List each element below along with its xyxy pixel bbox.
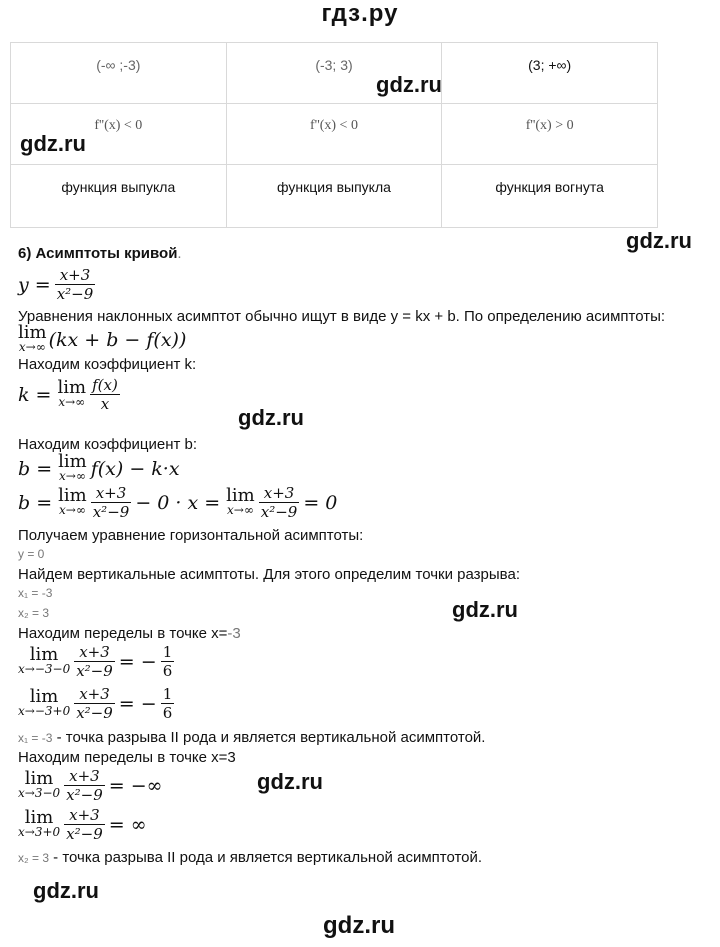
fraction: [259, 484, 300, 521]
paragraph: Найдем вертикальные асимптоты. Для этого определим точки разрыва:: [18, 566, 520, 583]
lim-word: lim: [18, 322, 47, 343]
result: = −∞: [108, 774, 163, 797]
denominator: x²−9: [92, 503, 130, 521]
limit-left-minus3: [18, 643, 174, 680]
limit-right-3: [18, 806, 147, 843]
paragraph: [18, 625, 241, 642]
limit: [18, 685, 71, 718]
denominator: x²−9: [260, 503, 298, 521]
formula-lhs: y =: [18, 273, 51, 296]
lim-subscript: x→3−0: [18, 785, 61, 800]
interval-label: (-3; 3): [315, 57, 353, 73]
fraction: [74, 643, 115, 680]
expression: = 0: [303, 491, 338, 514]
expression: f(x) − k·x: [90, 458, 180, 480]
numerator: x+3: [74, 685, 115, 704]
watermark: gdz.ru: [376, 72, 442, 97]
fraction: [161, 685, 175, 722]
numerator: 1: [162, 685, 173, 703]
conclusion-label: функция выпукла: [61, 179, 176, 195]
formula-lhs: b =: [18, 458, 53, 480]
paragraph: Уравнения наклонных асимптот обычно ищут в виде y = kx + b. По определению асимптоты:: [18, 308, 666, 325]
table-cell: [11, 43, 227, 104]
result: = −: [118, 650, 157, 673]
denominator: x²−9: [76, 704, 113, 722]
watermark: gdz.ru: [238, 405, 304, 430]
numerator: 1: [162, 643, 173, 661]
table-cell: [442, 43, 658, 104]
lim-subscript: x→∞: [59, 502, 86, 517]
b-computation: [18, 484, 337, 521]
second-derivative-sign: f''(x) < 0: [310, 118, 358, 133]
numerator: x+3: [64, 806, 105, 825]
watermark: gdz.ru: [323, 912, 395, 939]
numerator: f(x): [92, 376, 118, 394]
table-cell: [11, 165, 227, 228]
numerator: x+3: [259, 484, 300, 503]
point-value: -3: [227, 625, 241, 642]
fraction: [55, 266, 96, 303]
horizontal-asymptote-eq: y = 0: [18, 547, 45, 561]
second-derivative-sign: f''(x) > 0: [525, 118, 574, 133]
limit-text: Находим переделы в точке x=: [18, 625, 228, 642]
formula-lhs: b =: [18, 491, 53, 514]
numerator: x+3: [74, 643, 115, 662]
section-heading-text: 6) Асимптоты кривой: [18, 245, 178, 262]
denominator: x²−9: [66, 786, 103, 804]
denominator: x: [100, 395, 110, 413]
lim-subscript: x→∞: [18, 340, 46, 354]
lim-word: lim: [58, 484, 87, 506]
table-cell: [226, 104, 442, 165]
lim-subscript: x→3+0: [18, 824, 61, 839]
limit-right-minus3: [18, 685, 174, 722]
result: = ∞: [108, 813, 147, 836]
fraction: [90, 376, 120, 413]
table-cell: [442, 104, 658, 165]
limit: [226, 484, 255, 517]
asymptote-definition: [18, 322, 187, 354]
fraction: [91, 484, 132, 521]
paragraph: Находим переделы в точке x=3: [18, 749, 236, 766]
limit: [18, 767, 61, 800]
limit: [18, 806, 61, 839]
conclusion-text: - точка разрыва II рода и является вертикальной асимптотой.: [49, 849, 483, 866]
paragraph: Находим коэффициент b:: [18, 436, 198, 453]
lim-word: lim: [29, 643, 59, 665]
watermark: gdz.ru: [452, 597, 518, 622]
watermark: gdz.ru: [626, 228, 692, 253]
fraction: [64, 806, 105, 843]
break-point-x1: x₁ = -3: [18, 586, 53, 600]
limit: [58, 484, 87, 517]
conclusion-label: функция выпукла: [277, 179, 391, 195]
conclusion-point: x₁ = -3: [18, 731, 53, 745]
numerator: x+3: [64, 767, 105, 786]
lim-word: lim: [24, 806, 54, 828]
denominator: x²−9: [66, 825, 103, 843]
function-formula: [18, 266, 95, 303]
formula-lhs: k =: [18, 383, 52, 406]
conclusion-point: x₂ = 3: [18, 851, 50, 865]
conclusion-label: функция вогнута: [495, 179, 604, 195]
convexity-table: [10, 42, 658, 228]
limit: [57, 376, 87, 409]
limit: [18, 322, 47, 354]
conclusion-x2: [18, 849, 482, 866]
limit: [58, 451, 87, 483]
interval-label: (3; +∞): [528, 57, 572, 73]
result: = −: [118, 692, 157, 715]
lim-subscript: x→−3−0: [18, 661, 71, 676]
lim-subscript: x→∞: [59, 469, 86, 483]
conclusion-text: - точка разрыва II рода и является вертикальной асимптотой.: [52, 729, 486, 746]
table-cell: [226, 165, 442, 228]
paragraph: Получаем уравнение горизонтальной асимптоты:: [18, 527, 364, 544]
watermark: gdz.ru: [20, 131, 86, 156]
lim-word: lim: [58, 451, 87, 472]
b-formula: [18, 451, 180, 483]
paragraph: Находим коэффициент k:: [18, 356, 197, 373]
fraction: [74, 685, 115, 722]
denominator: 6: [162, 704, 173, 722]
site-title: гдз.ру: [321, 0, 399, 27]
fraction: [161, 643, 175, 680]
watermark: gdz.ru: [257, 769, 323, 794]
lim-subscript: x→−3+0: [18, 703, 71, 718]
lim-subscript: x→∞: [58, 394, 86, 409]
section-heading: [18, 245, 182, 262]
denominator: 6: [162, 662, 173, 680]
lim-word: lim: [226, 484, 255, 506]
interval-label: (-∞ ;-3): [96, 57, 141, 73]
break-point-x2: x₂ = 3: [18, 606, 50, 620]
lim-word: lim: [57, 376, 87, 398]
k-formula: [18, 376, 120, 413]
lim-subscript: x→∞: [227, 502, 254, 517]
expression: − 0 · x =: [135, 491, 221, 514]
numerator: x+3: [55, 266, 96, 285]
conclusion-x1: [18, 729, 485, 746]
numerator: x+3: [91, 484, 132, 503]
heading-dot: .: [177, 245, 182, 262]
watermark: gdz.ru: [33, 878, 99, 903]
denominator: x²−9: [56, 285, 94, 303]
lim-word: lim: [29, 685, 59, 707]
second-derivative-sign: f''(x) < 0: [94, 118, 143, 133]
denominator: x²−9: [76, 662, 113, 680]
fraction: [64, 767, 105, 804]
limit-left-3: [18, 767, 162, 804]
expression: (kx + b − f(x)): [48, 329, 187, 351]
lim-word: lim: [24, 767, 54, 789]
table-cell: [442, 165, 658, 228]
limit: [18, 643, 71, 676]
